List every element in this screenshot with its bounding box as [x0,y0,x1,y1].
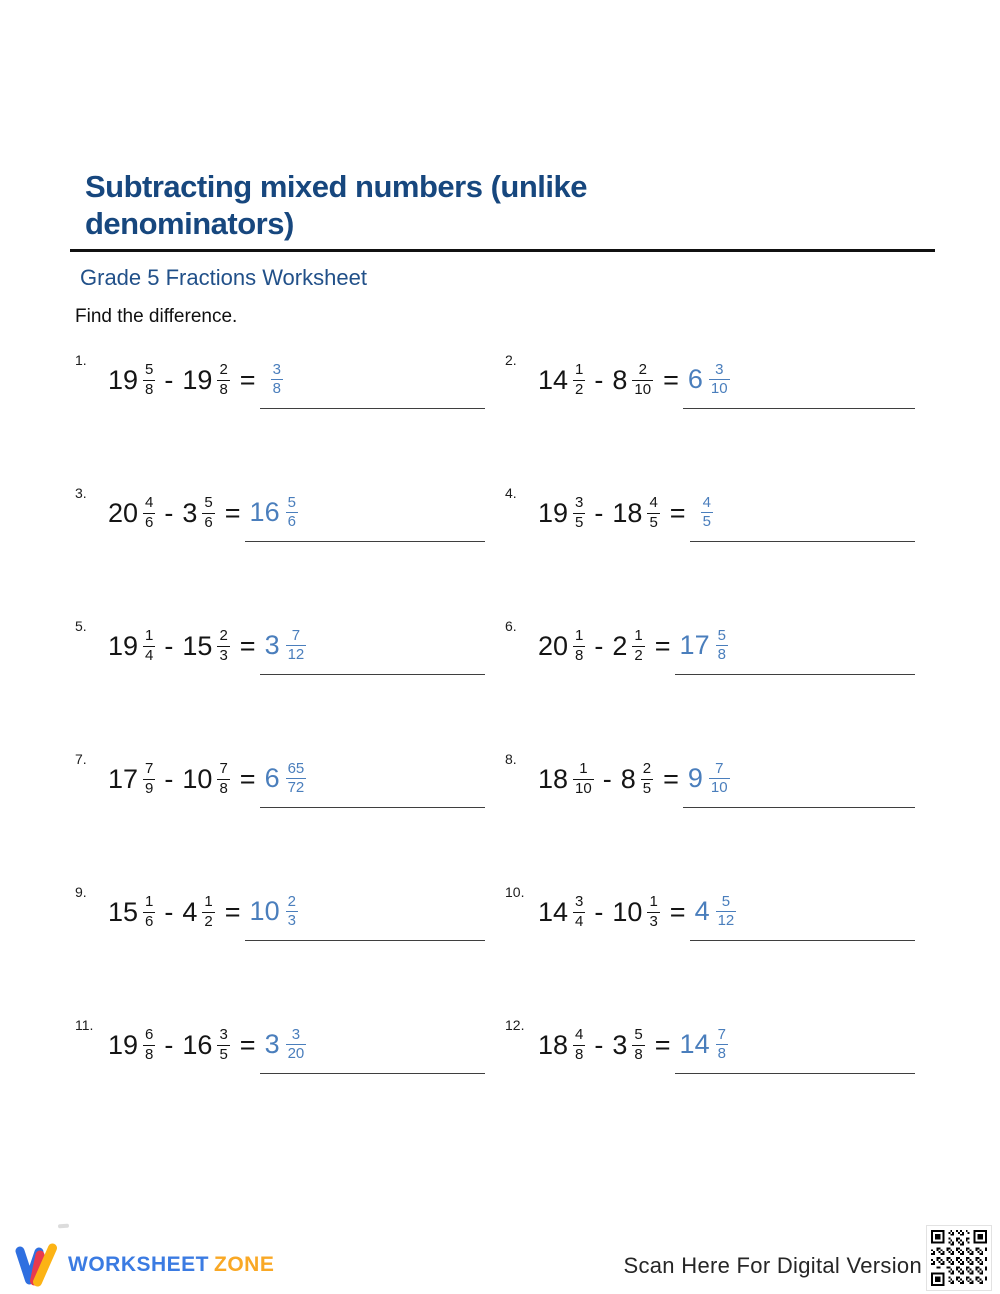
answer-denominator: 12 [717,912,735,930]
subtrahend-fraction [641,761,653,798]
worksheet-subtitle: Grade 5 Fractions Worksheet [80,265,367,291]
minus-sign: - [164,1029,174,1060]
minuend [538,628,585,665]
subtrahend-numerator: 2 [219,627,228,645]
minus-sign: - [164,497,174,528]
answer-denominator: 20 [287,1045,305,1063]
minuend-numerator: 1 [579,760,588,778]
subtrahend-whole: 8 [612,364,628,395]
minuend-whole: 19 [538,497,569,528]
answer-whole: 17 [679,630,710,661]
minuend-denominator: 5 [575,513,584,531]
minuend [108,761,155,798]
minuend-denominator: 4 [575,912,584,930]
answer-fraction [286,495,298,532]
answer-denominator: 8 [717,646,726,664]
answer-whole: 14 [679,1029,710,1060]
minus-sign: - [594,364,604,395]
subtrahend-fraction [217,1027,229,1064]
problem [75,473,485,553]
logo-w-icon [14,1242,60,1288]
answer-numerator: 4 [702,493,711,511]
equals-sign: = [654,630,671,661]
minuend-denominator: 10 [575,779,592,797]
answer-value [695,894,737,931]
problem-number: 2. [505,352,517,369]
minuend-numerator: 3 [575,893,584,911]
answer-whole: 3 [264,1029,280,1060]
answer-value [688,362,730,399]
subtrahend-fraction [217,362,229,399]
answer-whole: 3 [264,630,280,661]
problem-number: 5. [75,618,87,635]
answer-denominator: 72 [287,779,305,797]
minuend-denominator: 8 [575,646,584,664]
problem-number: 9. [75,884,87,901]
answer-blank-line [260,351,485,409]
minuend-denominator: 9 [145,779,154,797]
answer-blank-line [260,1016,485,1074]
subtrahend-fraction [632,362,653,399]
answer-fraction [286,894,298,931]
minuend-numerator: 7 [145,760,154,778]
subtrahend-fraction [632,628,644,665]
minuend-denominator: 8 [145,380,154,398]
minuend-numerator: 5 [145,361,154,379]
answer-fraction [709,761,730,798]
subtrahend-numerator: 3 [219,1026,228,1044]
subtrahend-numerator: 1 [204,893,213,911]
answer-numerator: 5 [717,626,726,644]
subtrahend-numerator: 4 [649,494,658,512]
minuend-numerator: 1 [145,627,154,645]
subtrahend-fraction [632,1027,644,1064]
subtrahend-denominator: 8 [219,380,228,398]
minuend [108,1027,155,1064]
subtrahend-numerator: 2 [638,361,647,379]
subtrahend-whole: 4 [182,896,198,927]
minuend-fraction [573,1027,585,1064]
subtrahend-denominator: 2 [634,646,643,664]
minuend [108,362,155,399]
answer-numerator: 7 [715,759,724,777]
subtrahend-denominator: 5 [219,1045,228,1063]
answer-denominator: 5 [702,513,711,531]
worksheetzone-logo [14,1242,274,1288]
equals-sign: = [654,1029,671,1060]
answer-fraction [709,362,730,399]
answer-value [265,1027,307,1064]
logo-wordmark [68,1253,274,1277]
minus-sign: - [594,630,604,661]
subtrahend [621,761,653,798]
logo-text-zone: ZONE [214,1253,275,1276]
problem-number: 4. [505,485,517,502]
answer-value [265,628,307,665]
minuend-denominator: 4 [145,646,154,664]
minuend-fraction [143,495,155,532]
answer-numerator: 3 [715,360,724,378]
minuend-fraction [573,362,585,399]
subtrahend-denominator: 3 [649,912,658,930]
minuend [108,628,155,665]
problem [75,340,485,420]
minuend-whole: 20 [108,497,139,528]
answer-whole: 6 [264,763,280,794]
minuend-fraction [143,628,155,665]
problem-number: 3. [75,485,87,502]
subtrahend-denominator: 5 [642,779,652,797]
answer-denominator: 6 [287,513,296,531]
subtrahend-whole: 3 [612,1029,628,1060]
subtrahend-whole: 15 [182,630,213,661]
subtrahend-fraction [217,628,229,665]
minuend-whole: 18 [538,1029,569,1060]
answer-value [265,761,307,798]
equals-sign: = [663,763,679,794]
subtrahend-numerator: 5 [204,494,213,512]
problem-number: 11. [75,1017,94,1034]
minus-sign: - [164,896,174,927]
minuend-denominator: 8 [145,1045,154,1063]
subtrahend-numerator: 2 [219,361,228,379]
answer-blank-line [245,883,485,941]
answer-blank-line [675,617,915,675]
answer-numerator: 65 [287,759,305,777]
problem [505,340,915,420]
subtrahend-numerator: 5 [634,1026,643,1044]
problem [75,872,485,952]
answer-value [688,761,730,798]
minuend-numerator: 3 [575,494,584,512]
equals-sign: = [239,630,256,661]
answer-numerator: 5 [721,892,731,910]
subtrahend-whole: 19 [182,364,213,395]
subtrahend-fraction [217,761,229,798]
subtrahend-denominator: 3 [219,646,228,664]
subtrahend-whole: 3 [182,497,198,528]
answer-numerator: 7 [717,1025,726,1043]
answer-whole: 10 [249,896,280,927]
minuend-whole: 19 [108,630,139,661]
subtrahend-denominator: 5 [649,513,658,531]
minuend-whole: 17 [108,763,139,794]
subtrahend [182,894,214,931]
page-title: Subtracting mixed numbers (unlike denominators) [85,169,587,242]
subtrahend-numerator: 1 [649,893,658,911]
minuend-whole: 19 [108,364,139,395]
minuend-numerator: 1 [145,893,154,911]
answer-value [250,495,298,532]
subtrahend-numerator: 7 [219,760,228,778]
minuend-fraction [573,894,585,931]
answer-denominator: 12 [287,646,305,664]
equals-sign: = [224,896,241,927]
logo-text-worksheet: WORKSHEET [68,1253,209,1276]
answer-blank-line [260,617,485,675]
minuend-denominator: 8 [575,1045,584,1063]
equals-sign: = [669,896,686,927]
subtrahend-whole: 18 [612,497,643,528]
answer-fraction [716,628,728,665]
minuend-numerator: 4 [575,1026,584,1044]
problem [75,1005,485,1085]
title-divider [70,249,935,252]
answer-whole: 16 [249,497,280,528]
answer-value [695,495,713,532]
minuend [108,894,155,931]
answer-value [265,362,283,399]
instruction-text: Find the difference. [75,306,238,328]
qr-code [926,1225,992,1291]
problem [75,739,485,819]
subtrahend-whole: 10 [612,896,643,927]
subtrahend-denominator: 2 [204,912,213,930]
answer-whole: 9 [687,763,703,794]
answer-denominator: 10 [710,380,728,398]
problems-grid [75,340,915,1085]
answer-fraction [701,495,713,532]
minus-sign: - [164,763,174,794]
minuend-whole: 15 [108,896,139,927]
subtrahend-denominator: 10 [634,380,652,398]
answer-fraction [716,894,737,931]
minuend [538,894,585,931]
problem-number: 6. [505,618,517,635]
equals-sign: = [669,497,686,528]
equals-sign: = [663,364,679,395]
minuend-numerator: 1 [575,361,584,379]
minuend-fraction [573,495,585,532]
answer-blank-line [690,484,915,542]
answer-numerator: 3 [291,1025,301,1043]
subtrahend-fraction [202,495,214,532]
problem-number: 7. [75,751,87,768]
minuend [538,495,585,532]
subtrahend [612,628,644,665]
subtrahend-whole: 8 [620,763,636,794]
equals-sign: = [224,497,241,528]
answer-blank-line [683,750,915,808]
subtrahend-fraction [202,894,214,931]
problem-number: 10. [505,884,525,901]
equals-sign: = [239,763,256,794]
answer-fraction [286,628,307,665]
answer-denominator: 8 [717,1045,726,1063]
problem-number: 12. [505,1017,525,1034]
minuend-whole: 20 [538,630,569,661]
problem [505,473,915,553]
minuend-numerator: 6 [145,1026,154,1044]
subtrahend-numerator: 1 [634,627,643,645]
answer-denominator: 10 [710,779,728,797]
answer-denominator: 3 [287,912,296,930]
problem [75,606,485,686]
answer-whole: 6 [687,364,703,395]
minuend-whole: 18 [538,763,569,794]
minus-sign: - [594,896,604,927]
subtrahend [612,1027,644,1064]
answer-numerator: 2 [287,892,296,910]
answer-blank-line [245,484,485,542]
problem [505,739,915,819]
answer-fraction [271,362,283,399]
minus-sign: - [164,630,174,661]
subtrahend-fraction [647,894,659,931]
subtrahend [612,894,659,931]
minus-sign: - [594,497,604,528]
answer-blank-line [690,883,915,941]
minuend-fraction [573,628,585,665]
subtrahend-whole: 10 [182,763,213,794]
minuend-numerator: 1 [575,627,584,645]
minuend-fraction [573,761,594,798]
minuend [538,1027,585,1064]
equals-sign: = [239,1029,256,1060]
subtrahend-fraction [647,495,659,532]
subtrahend-denominator: 8 [634,1045,643,1063]
scan-smudge-artifact [58,1224,69,1229]
minuend-whole: 14 [538,896,569,927]
equals-sign: = [239,364,256,395]
minuend-denominator: 6 [145,513,154,531]
problem-number: 1. [75,352,87,369]
scan-here-label: Scan Here For Digital Version [623,1253,922,1278]
minuend [538,761,594,798]
answer-blank-line [260,750,485,808]
subtrahend-whole: 2 [612,630,628,661]
minus-sign: - [602,763,612,794]
answer-denominator: 8 [272,380,281,398]
subtrahend [182,1027,229,1064]
subtrahend [182,362,229,399]
minuend-fraction [143,761,155,798]
minuend [108,495,155,532]
minuend [538,362,585,399]
answer-blank-line [683,351,915,409]
problem [505,872,915,952]
minus-sign: - [594,1029,604,1060]
problem-number: 8. [505,751,517,768]
answer-value [680,1027,728,1064]
minuend-whole: 19 [108,1029,139,1060]
answer-whole: 4 [694,896,710,927]
qr-code-image [929,1228,989,1288]
answer-value [250,894,298,931]
answer-numerator: 7 [291,626,301,644]
minuend-fraction [143,1027,155,1064]
answer-fraction [716,1027,728,1064]
answer-value [680,628,728,665]
minuend-whole: 14 [538,364,569,395]
minuend-fraction [143,894,155,931]
subtrahend [612,495,659,532]
subtrahend-numerator: 2 [642,760,652,778]
answer-numerator: 3 [272,360,281,378]
minuend-fraction [143,362,155,399]
subtrahend-denominator: 6 [204,513,213,531]
subtrahend [182,761,229,798]
answer-fraction [286,1027,307,1064]
subtrahend [612,362,653,399]
subtrahend [182,495,214,532]
answer-numerator: 5 [287,493,296,511]
minuend-numerator: 4 [145,494,154,512]
minuend-denominator: 6 [145,912,154,930]
subtrahend-whole: 16 [182,1029,213,1060]
problem [505,606,915,686]
minuend-denominator: 2 [575,380,584,398]
subtrahend [182,628,229,665]
problem [505,1005,915,1085]
answer-blank-line [675,1016,915,1074]
answer-fraction [286,761,307,798]
subtrahend-denominator: 8 [219,779,228,797]
minus-sign: - [164,364,174,395]
